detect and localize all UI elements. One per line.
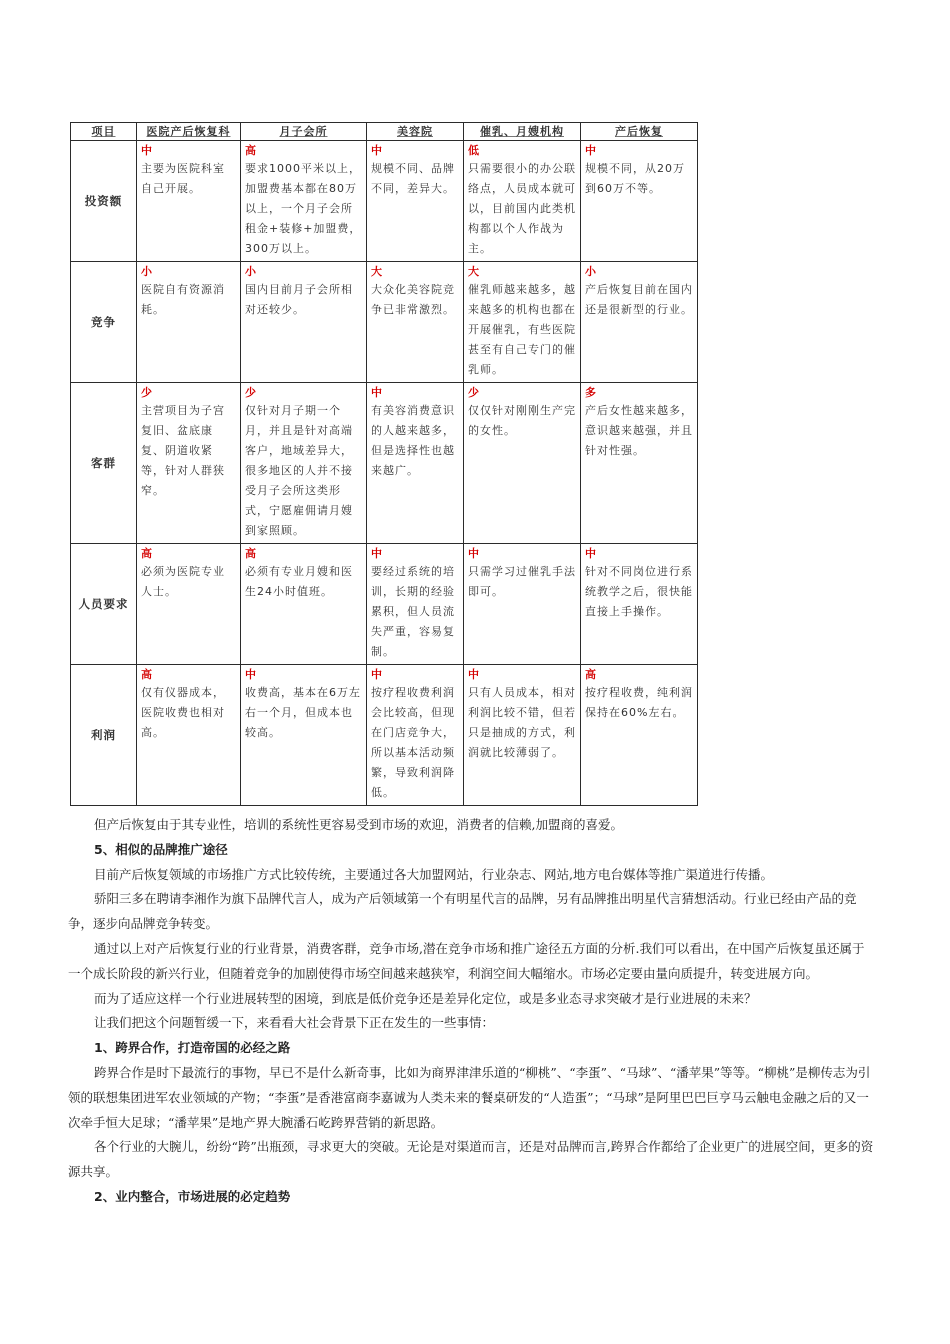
table-cell (367, 262, 464, 383)
table-row-customers (71, 383, 698, 544)
cell-text: 大众化美容院竞争已非常激烈。 (371, 283, 455, 316)
table-cell (581, 262, 698, 383)
table-cell (137, 665, 241, 806)
table-cell (241, 544, 367, 665)
cell-text: 按疗程收费，纯利润保持在60%左右。 (585, 686, 693, 719)
cell-text: 收费高，基本在6万左右一个月，但成本也较高。 (245, 686, 361, 739)
table-cell (464, 383, 581, 544)
table-cell (464, 544, 581, 665)
table-cell (137, 141, 241, 262)
level-badge: 中 (468, 668, 480, 681)
level-badge: 中 (141, 144, 153, 157)
level-badge: 多 (585, 386, 597, 399)
level-badge: 中 (585, 144, 597, 157)
level-badge: 高 (141, 547, 153, 560)
section-heading: 2、业内整合，市场进展的必定趋势 (94, 1188, 291, 1204)
table-cell (137, 383, 241, 544)
row-label: 竞争 (71, 262, 137, 383)
table-cell (367, 383, 464, 544)
cell-text: 必须为医院专业人士。 (141, 565, 225, 598)
level-badge: 中 (371, 668, 383, 681)
table-cell (464, 665, 581, 806)
level-badge: 小 (245, 265, 257, 278)
paragraph: 目前产后恢复领域的市场推广方式比较传统，主要通过各大加盟网站，行业杂志、网站,地方电台媒体等推广渠道进行传播。 (94, 866, 773, 882)
level-badge: 少 (468, 386, 480, 399)
cell-text: 医院自有资源消耗。 (141, 283, 225, 316)
cell-text: 要经过系统的培训，长期的经验累积，但人员流失严重，容易复制。 (371, 565, 455, 658)
row-label: 投资额 (71, 141, 137, 262)
level-badge: 小 (585, 265, 597, 278)
table-cell (581, 141, 698, 262)
cell-text: 有美容消费意识的人越来越多，但是选择性也越来越广。 (371, 404, 455, 477)
cell-text: 仅针对月子期一个月，并且是针对高端客户，地域差异大，很多地区的人并不接受月子会所这类形式，宁愿雇佣请月嫂到家照顾。 (245, 404, 353, 537)
cell-text: 按疗程收费利润会比较高，但现在门店竞争大，所以基本活动频繁，导致利润降低。 (371, 686, 455, 799)
level-badge: 高 (585, 668, 597, 681)
section-heading: 5、相似的品牌推广途径 (94, 841, 228, 857)
level-badge: 小 (141, 265, 153, 278)
cell-text: 产后女性越来越多，意识越来越强，并且针对性强。 (585, 404, 693, 457)
cell-text: 仅仅针对刚刚生产完的女性。 (468, 404, 576, 437)
cell-text: 只有人员成本，相对利润比较不错，但若只是抽成的方式，利润就比较薄弱了。 (468, 686, 576, 759)
level-badge: 中 (371, 386, 383, 399)
table-cell (241, 665, 367, 806)
table-cell (367, 141, 464, 262)
row-label: 利润 (71, 665, 137, 806)
table-cell (241, 141, 367, 262)
cell-text: 主营项目为子宫复旧、盆底康复、阴道收紧等，针对人群狭窄。 (141, 404, 225, 497)
level-badge: 少 (245, 386, 257, 399)
cell-text: 只需要很小的办公联络点，人员成本就可以，目前国内此类机构都以个人作战为主。 (468, 162, 576, 255)
table-cell (581, 665, 698, 806)
cell-text: 针对不同岗位进行系统教学之后，很快能直接上手操作。 (585, 565, 693, 618)
level-badge: 大 (371, 265, 383, 278)
paragraph: 通过以上对产后恢复行业的行业背景，消费客群，竞争市场,潜在竞争市场和推广途径五方面的分析.我们可以看出，在中国产后恢复虽还属于一个成长阶段的新兴行业，但随着竞争的加剧使得市场空间越来越狭窄，利润空间大幅缩水。市场必定要由量向质提升，转变进展方向。 (68, 940, 865, 981)
cell-text: 规模不同，从20万到60万不等。 (585, 162, 685, 195)
paragraph: 而为了适应这样一个行业进展转型的困境，到底是低价竞争还是差异化定位，或是多业态寻求突破才是行业进展的未来？ (94, 990, 757, 1006)
header-beauty-salon: 美容院 (367, 123, 464, 141)
table-cell (241, 383, 367, 544)
row-label: 人员要求 (71, 544, 137, 665)
cell-text: 要求1000平米以上，加盟费基本都在80万以上，一个月子会所租金+装修+加盟费，300万以上。 (245, 162, 362, 255)
table-cell (241, 262, 367, 383)
paragraph: 但产后恢复由于其专业性，培训的系统性更容易受到市场的欢迎，消费者的信赖,加盟商的喜爱。 (94, 817, 623, 832)
level-badge: 大 (468, 265, 480, 278)
body-text (68, 813, 876, 1210)
paragraph: 让我们把这个问题暂缓一下，来看看大社会背景下正在发生的一些事情： (94, 1015, 495, 1031)
paragraph: 各个行业的大腕儿，纷纷“跨”出瓶颈，寻求更大的突破。无论是对渠道而言，还是对品牌而言,跨界合作都给了企业更广的进展空间，更多的资源共享。 (68, 1139, 874, 1180)
header-confinement-center: 月子会所 (241, 123, 367, 141)
comparison-table (70, 122, 698, 806)
table-cell (367, 544, 464, 665)
table-cell (137, 262, 241, 383)
table-header-row (71, 123, 698, 141)
level-badge: 中 (468, 547, 480, 560)
level-badge: 中 (371, 144, 383, 157)
table-cell (367, 665, 464, 806)
cell-text: 催乳师越来越多，越来越多的机构也都在开展催乳，有些医院甚至有自己专门的催乳师。 (468, 283, 576, 376)
level-badge: 高 (245, 547, 257, 560)
level-badge: 高 (245, 144, 257, 157)
header-postpartum-recovery: 产后恢复 (581, 123, 698, 141)
row-label: 客群 (71, 383, 137, 544)
header-item: 项目 (71, 123, 137, 141)
table-cell (464, 262, 581, 383)
level-badge: 少 (141, 386, 153, 399)
table-row-staff (71, 544, 698, 665)
header-lactation-agency: 催乳、月嫂机构 (464, 123, 581, 141)
section-heading: 1、跨界合作，打造帝国的必经之路 (94, 1040, 291, 1056)
paragraph: 跨界合作是时下最流行的事物，早已不是什么新奇事，比如为商界津津乐道的“柳桃”、“李蛋”、“马球”、“潘苹果”等等。“柳桃”是柳传志为引领的联想集团进军农业领域的产物；“李蛋”是香港富商李嘉诚为人类未来的餐桌研发的“人造蛋”；“马球”是阿里巴巴巨亨马云触电金融之后的又一次牵手恒大足球；“潘苹果”是地产界大腕潘石屹跨界营销的新思路。 (68, 1064, 871, 1130)
cell-text: 产后恢复目前在国内还是很新型的行业。 (585, 283, 693, 316)
level-badge: 低 (468, 144, 480, 157)
cell-text: 主要为医院科室自己开展。 (141, 162, 225, 195)
table-cell (137, 544, 241, 665)
level-badge: 中 (585, 547, 597, 560)
level-badge: 中 (371, 547, 383, 560)
table-row-profit (71, 665, 698, 806)
cell-text: 必须有专业月嫂和医生24小时值班。 (245, 565, 353, 598)
table-cell (581, 544, 698, 665)
table-cell (581, 383, 698, 544)
paragraph: 骄阳三多在聘请李湘作为旗下品牌代言人，成为产后领域第一个有明星代言的品牌，另有品牌推出明星代言猜想活动。行业已经由产品的竞争，逐步向品牌竞争转变。 (68, 891, 857, 932)
cell-text: 仅有仪器成本，医院收费也相对高。 (141, 686, 225, 739)
table-cell (464, 141, 581, 262)
cell-text: 规模不同、品牌不同，差异大。 (371, 162, 455, 195)
cell-text: 只需学习过催乳手法即可。 (468, 565, 576, 598)
level-badge: 中 (245, 668, 257, 681)
table-row-investment (71, 141, 698, 262)
cell-text: 国内目前月子会所相对还较少。 (245, 283, 353, 316)
table-row-competition (71, 262, 698, 383)
level-badge: 高 (141, 668, 153, 681)
header-hospital: 医院产后恢复科 (137, 123, 241, 141)
